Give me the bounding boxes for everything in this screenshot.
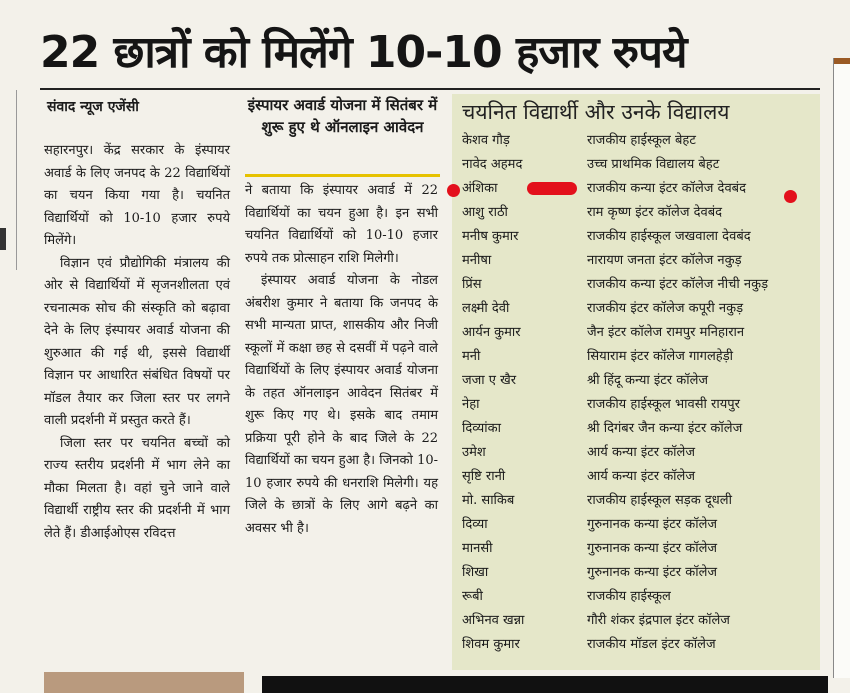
- student-name: लक्ष्मी देवी: [462, 301, 510, 316]
- student-name: अंशिका: [462, 181, 498, 196]
- student-row: [462, 274, 818, 298]
- red-highlight-dot-icon: [784, 190, 797, 203]
- byline: संवाद न्यूज एजेंसी: [47, 99, 139, 115]
- sub-headline-rule: [245, 174, 440, 177]
- school-name: राजकीय कन्या इंटर कॉलेज देवबंद: [587, 181, 746, 196]
- school-name: राजकीय मॉडल इंटर कॉलेज: [587, 637, 716, 652]
- student-row: [462, 394, 818, 418]
- student-row: [462, 178, 818, 202]
- school-name: राजकीय इंटर कॉलेज कपूरी नकुड़: [587, 301, 744, 316]
- paragraph: जिला स्तर पर चयनित बच्चों को राज्य स्तरीय प्रदर्शनी में भाग लेने का मौका मिलता है। वहां चुने जाने वाले विद्यार्थी राष्ट्रीय स्तर की प्रदर्शनी में भाग लेते हैं। डीआईओएस रविदत्त: [44, 435, 230, 541]
- school-name: जैन इंटर कॉलेज रामपुर मनिहारान: [587, 325, 745, 340]
- bottom-photo-strip: [44, 672, 244, 693]
- red-highlight-dot-icon: [447, 184, 460, 197]
- student-name: मनी: [462, 349, 481, 364]
- student-name: मनीषा: [462, 253, 492, 268]
- article-column-1: [44, 140, 230, 545]
- adjacent-page-tab: [834, 58, 850, 64]
- student-row: [462, 538, 818, 562]
- student-row: [462, 634, 818, 658]
- student-name: अभिनव खन्ना: [462, 613, 525, 628]
- school-name: गुरुनानक कन्या इंटर कॉलेज: [587, 541, 718, 556]
- school-name: राजकीय हाईस्कूल जखवाला देवबंद: [587, 229, 751, 244]
- school-name: आर्य कन्या इंटर कॉलेज: [587, 469, 696, 484]
- article-column-2: [245, 180, 438, 540]
- student-row: [462, 370, 818, 394]
- student-row: [462, 466, 818, 490]
- paragraph: विज्ञान एवं प्रौद्योगिकी मंत्रालय की ओर से विद्यार्थियों में सृजनशीलता एवं रचनात्मक सोच की संस्कृति को बढ़ावा देने के लिए इंस्पायर अवार्ड योजना की शुरुआत की गई थी, इससे विद्यार्थी विज्ञान पर आधारित संबंधित विषयों पर मॉडल तैयार कर जिला स्तर पर लगने वाली प्रदर्शनी में प्रस्तुत करते हैं।: [44, 255, 230, 428]
- school-name: श्री हिंदू कन्या इंटर कॉलेज: [587, 373, 709, 388]
- headline: 22 छात्रों को मिलेंगे 10-10 हजार रुपये: [40, 27, 687, 78]
- paragraph: सहारनपुर। केंद्र सरकार के इंस्पायर अवार्ड के लिए जनपद के 22 विद्यार्थियों का चयन किया गया है। चयनित विद्यार्थियों को 10-10 हजार रुपये मिलेंगे।: [44, 143, 230, 248]
- school-name: गौरी शंकर इंद्रपाल इंटर कॉलेज: [587, 613, 730, 628]
- school-name: राजकीय हाईस्कूल भावसी रायपुर: [587, 397, 740, 412]
- school-name: उच्च प्राथमिक विद्यालय बेहट: [587, 157, 720, 172]
- school-name: आर्य कन्या इंटर कॉलेज: [587, 445, 696, 460]
- student-name: आशु राठी: [462, 205, 508, 220]
- student-name: शिखा: [462, 565, 489, 580]
- student-name: आर्यन कुमार: [462, 325, 521, 340]
- student-name: मनीष कुमार: [462, 229, 519, 244]
- student-row: [462, 514, 818, 538]
- student-row: [462, 490, 818, 514]
- student-row: [462, 250, 818, 274]
- student-name: शिवम कुमार: [462, 637, 520, 652]
- paragraph: ने बताया कि इंस्पायर अवार्ड में 22 विद्यार्थियों का चयन हुआ है। इन सभी चयनित विद्यार्थियों को 10-10 हजार रुपये तक प्रोत्साहन राशि मिलेगी।: [245, 183, 438, 266]
- school-name: गुरुनानक कन्या इंटर कॉलेज: [587, 517, 718, 532]
- student-name: केशव गौड़: [462, 133, 510, 148]
- student-row: [462, 610, 818, 634]
- student-name: जजा ए खैर: [462, 373, 517, 388]
- student-name: सृष्टि रानी: [462, 469, 506, 484]
- selected-students-box: [452, 94, 820, 670]
- student-name: दिव्यांका: [462, 421, 501, 436]
- student-row: [462, 322, 818, 346]
- student-name: दिव्या: [462, 517, 488, 532]
- student-row: [462, 586, 818, 610]
- red-highlight-mark-icon: [527, 182, 577, 195]
- student-row: [462, 418, 818, 442]
- student-row: [462, 226, 818, 250]
- student-name: रूबी: [462, 589, 483, 604]
- school-name: राजकीय कन्या इंटर कॉलेज नीची नकुड़: [587, 277, 769, 292]
- school-name: राजकीय हाईस्कूल बेहट: [587, 133, 696, 148]
- student-row: [462, 442, 818, 466]
- student-row: [462, 130, 818, 154]
- student-row: [462, 298, 818, 322]
- box-title: चयनित विद्यार्थी और उनके विद्यालय: [462, 100, 730, 124]
- paragraph: इंस्पायर अवार्ड योजना के नोडल अंबरीश कुमार ने बताया कि जनपद के सभी मान्यता प्राप्त, शासकीय और निजी स्कूलों में कक्षा छह से दसवीं में पढ़ने वाले विद्यार्थियों के लिए इंस्पायर अवार्ड योजना के तहत ऑनलाइन आवेदन सितंबर में शुरू किए गए थे। इसके बाद तमाम प्रक्रिया पूरी होने के बाद जिले के 22 विद्यार्थियों का चयन हुआ है। जिनको 10-10 हजार रुपये की धनराशि मिलेगी। यह जिले के छात्रों के लिए आगे बढ़ने का अवसर भी है।: [245, 273, 438, 536]
- student-name: नेहा: [462, 397, 480, 412]
- student-name: नावेद अहमद: [462, 157, 523, 172]
- student-row: [462, 562, 818, 586]
- student-row: [462, 154, 818, 178]
- student-name: प्रिंस: [462, 277, 482, 292]
- margin-line: [16, 90, 17, 270]
- school-name: नारायण जनता इंटर कॉलेज नकुड़: [587, 253, 742, 268]
- school-name: श्री दिगंबर जैन कन्या इंटर कॉलेज: [587, 421, 743, 436]
- student-row: [462, 202, 818, 226]
- student-row: [462, 346, 818, 370]
- school-name: राजकीय हाईस्कूल: [587, 589, 671, 604]
- headline-rule: [40, 88, 820, 90]
- school-name: राजकीय हाईस्कूल सड़क दूधली: [587, 493, 732, 508]
- bottom-headline-bar: [262, 676, 828, 693]
- student-name: मो. साकिब: [462, 493, 515, 508]
- margin-tick: [0, 228, 6, 250]
- cropped-top-text: [60, 0, 740, 8]
- student-name: उमेश: [462, 445, 486, 460]
- student-name: मानसी: [462, 541, 493, 556]
- school-name: गुरुनानक कन्या इंटर कॉलेज: [587, 565, 718, 580]
- sub-headline: इंस्पायर अवार्ड योजना में सितंबर में शुरू हुए थे ऑनलाइन आवेदन: [247, 96, 438, 136]
- adjacent-page-edge: [833, 58, 850, 678]
- school-name: सियाराम इंटर कॉलेज गागलहेड़ी: [587, 349, 734, 364]
- school-name: राम कृष्ण इंटर कॉलेज देवबंद: [587, 205, 723, 220]
